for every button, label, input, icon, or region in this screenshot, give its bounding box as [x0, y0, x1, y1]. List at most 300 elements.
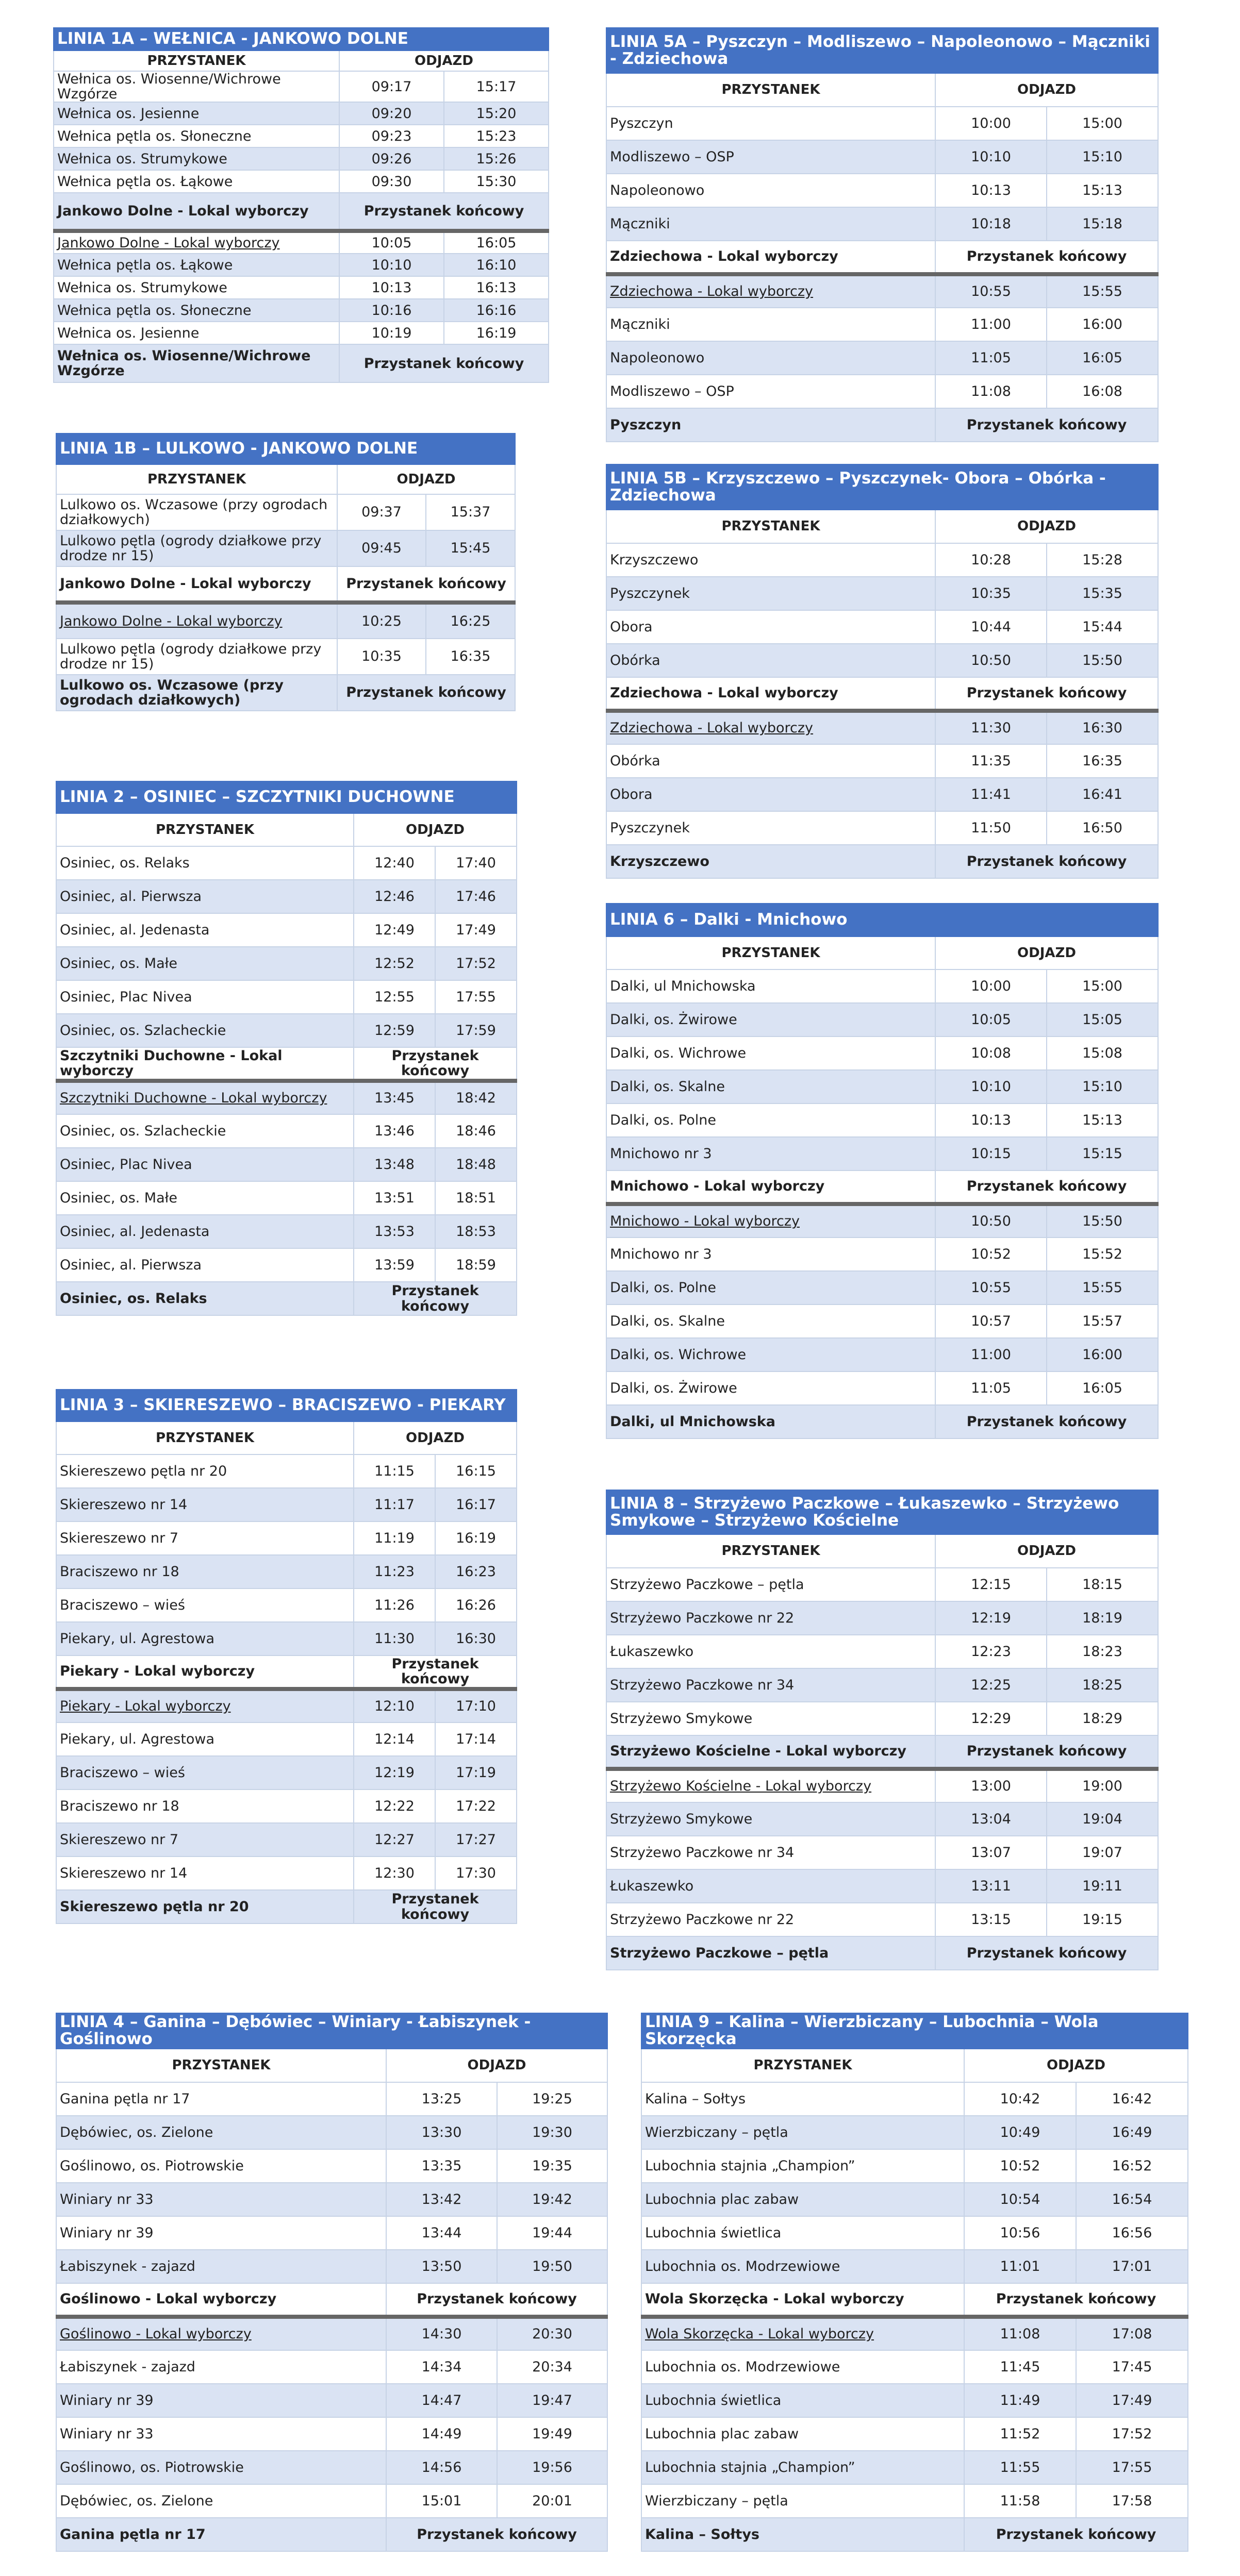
table-row [606, 1568, 1158, 1601]
departure-time: 12:46 [354, 880, 435, 913]
table-row [606, 1204, 1158, 1237]
departure-time: 12:23 [935, 1635, 1047, 1668]
departure-time: 16:05 [1047, 1371, 1158, 1405]
stop-column-header: PRZYSTANEK [56, 1421, 354, 1454]
stop-name: Ganina pętla nr 17 [56, 2082, 386, 2116]
stop-name: Wełnica pętla os. Słoneczne [54, 299, 339, 322]
departure-time: 10:05 [339, 231, 444, 254]
terminal-stop-label: Przystanek końcowy [935, 1170, 1158, 1204]
stop-name: Braciszewo nr 18 [56, 1555, 354, 1588]
terminal-stop-label: Przystanek końcowy [386, 2518, 607, 2551]
table-row [606, 1371, 1158, 1405]
stop-name: Wełnica pętla os. Łąkowe [54, 254, 339, 276]
stop-column-header: PRZYSTANEK [56, 2049, 386, 2082]
stop-name: Mnichowo nr 3 [606, 1237, 935, 1271]
stop-name: Krzyszczewo [606, 845, 935, 878]
departure-time: 10:49 [964, 2116, 1076, 2149]
departure-time: 18:51 [435, 1181, 517, 1215]
departure-time: 11:01 [964, 2250, 1076, 2283]
departure-time: 17:49 [435, 913, 517, 947]
terminal-stop-label: Przystanek końcowy [935, 241, 1158, 274]
terminal-row [606, 677, 1158, 711]
table-row [56, 880, 517, 913]
stop-name: Wełnica os. Strumykowe [54, 276, 339, 299]
table-row [606, 1103, 1158, 1137]
line-title: LINIA 4 – Ganina – Dębówiec – Winiary - Łabiszynek - Goślinowo [56, 2013, 607, 2049]
departure-time: 17:46 [435, 880, 517, 913]
table-row [606, 375, 1158, 408]
departure-time: 17:27 [435, 1823, 517, 1856]
stop-name: Osiniec, os. Szlacheckie [56, 1114, 354, 1148]
stop-name: Strzyżewo Kościelne - Lokal wyborczy [606, 1735, 935, 1769]
stop-name: Modliszewo – OSP [606, 375, 935, 408]
stop-name: Winiary nr 39 [56, 2384, 386, 2417]
departure-time: 16:41 [1047, 778, 1158, 811]
table-row [56, 2451, 607, 2484]
table-row [56, 2250, 607, 2283]
line-title: LINIA 3 – SKIERESZEWO – BRACISZEWO - PIEKARY [56, 1390, 517, 1421]
departure-time: 12:52 [354, 947, 435, 980]
table-row [56, 2417, 607, 2451]
departure-column-header: ODJAZD [935, 936, 1158, 969]
terminal-stop-label: Przystanek końcowy [964, 2283, 1188, 2317]
departure-time: 19:04 [1047, 1802, 1158, 1836]
table-row [56, 913, 517, 947]
departure-time: 13:51 [354, 1181, 435, 1215]
departure-time: 10:42 [964, 2082, 1076, 2116]
departure-time: 19:25 [497, 2082, 607, 2116]
line-title: LINIA 8 – Strzyżewo Paczkowe – Łukaszewko – Strzyżewo Smykowe – Strzyżewo Kościelne [606, 1490, 1158, 1534]
departure-time: 12:15 [935, 1568, 1047, 1601]
departure-time: 16:13 [444, 276, 549, 299]
table-row [641, 2250, 1188, 2283]
departure-time: 16:42 [1076, 2082, 1188, 2116]
departure-time: 12:22 [354, 1789, 435, 1823]
departure-time: 20:30 [497, 2317, 607, 2350]
departure-time: 17:01 [1076, 2250, 1188, 2283]
stop-name: Mączniki [606, 308, 935, 341]
table-row [606, 174, 1158, 207]
table-row [606, 744, 1158, 778]
stop-name: Strzyżewo Kościelne - Lokal wyborczy [606, 1769, 935, 1802]
line-title: LINIA 1A – WEŁNICA - JANKOWO DOLNE [54, 28, 549, 51]
departure-time: 12:19 [354, 1756, 435, 1789]
stop-name: Obórka [606, 644, 935, 677]
departure-time: 10:19 [339, 322, 444, 344]
departure-column-header: ODJAZD [964, 2049, 1188, 2082]
departure-time: 16:30 [1047, 711, 1158, 744]
departure-time: 10:15 [935, 1137, 1047, 1170]
stop-name: Goślinowo - Lokal wyborczy [56, 2317, 386, 2350]
stop-name: Strzyżewo Paczkowe nr 22 [606, 1903, 935, 1936]
stop-name: Dalki, os. Żwirowe [606, 1371, 935, 1405]
departure-time: 10:13 [935, 1103, 1047, 1137]
departure-time: 15:13 [1047, 1103, 1158, 1137]
departure-time: 11:15 [354, 1454, 435, 1488]
departure-time: 14:34 [386, 2350, 497, 2384]
departure-time: 16:35 [426, 639, 515, 675]
stop-name: Osiniec, Plac Nivea [56, 1148, 354, 1181]
stop-name: Dalki, os. Skalne [606, 1070, 935, 1103]
departure-time: 12:25 [935, 1668, 1047, 1702]
stop-column-header: PRZYSTANEK [606, 1534, 935, 1568]
departure-time: 16:19 [435, 1521, 517, 1555]
table-row [606, 577, 1158, 610]
stop-column-header: PRZYSTANEK [54, 51, 339, 71]
timetable-line-3 [56, 1389, 517, 1924]
departure-time: 18:59 [435, 1248, 517, 1282]
stop-name: Wełnica os. Wiosenne/Wichrowe Wzgórze [54, 344, 339, 382]
departure-time: 11:35 [935, 744, 1047, 778]
departure-time: 13:45 [354, 1081, 435, 1114]
departure-column-header: ODJAZD [339, 51, 549, 71]
stop-name: Obora [606, 778, 935, 811]
stop-name: Skiereszewo nr 14 [56, 1488, 354, 1521]
stop-name: Skiereszewo nr 7 [56, 1823, 354, 1856]
stop-name: Napoleonowo [606, 174, 935, 207]
departure-time: 15:00 [1047, 969, 1158, 1003]
stop-name: Dębówiec, os. Zielone [56, 2116, 386, 2149]
table-row [606, 543, 1158, 577]
stop-name: Jankowo Dolne - Lokal wyborczy [56, 603, 337, 639]
departure-time: 17:30 [435, 1856, 517, 1890]
departure-time: 12:49 [354, 913, 435, 947]
table-row [606, 207, 1158, 241]
table-row [56, 2317, 607, 2350]
stop-name: Krzyszczewo [606, 543, 935, 577]
departure-time: 09:45 [337, 530, 426, 566]
terminal-stop-label: Przystanek końcowy [354, 1890, 517, 1923]
stop-name: Lubochnia os. Modrzewiowe [641, 2350, 964, 2384]
departure-time: 09:20 [339, 102, 444, 125]
terminal-row [606, 408, 1158, 442]
stop-name: Dalki, os. Wichrowe [606, 1338, 935, 1371]
stop-name: Skiereszewo nr 7 [56, 1521, 354, 1555]
departure-time: 17:40 [435, 846, 517, 880]
stop-name: Goślinowo, os. Piotrowskie [56, 2149, 386, 2183]
departure-time: 17:19 [435, 1756, 517, 1789]
departure-time: 12:14 [354, 1722, 435, 1756]
table-row [56, 1181, 517, 1215]
line-title: LINIA 9 – Kalina – Wierzbiczany – Lubochnia – Wola Skorzęcka [641, 2013, 1188, 2049]
table-row [56, 2149, 607, 2183]
departure-time: 13:35 [386, 2149, 497, 2183]
departure-time: 15:35 [1047, 577, 1158, 610]
departure-time: 16:54 [1076, 2183, 1188, 2216]
departure-time: 12:27 [354, 1823, 435, 1856]
departure-time: 18:23 [1047, 1635, 1158, 1668]
stop-name: Zdziechowa - Lokal wyborczy [606, 677, 935, 711]
stop-name: Dalki, os. Polne [606, 1271, 935, 1304]
stop-name: Piekary - Lokal wyborczy [56, 1655, 354, 1689]
departure-time: 16:26 [435, 1588, 517, 1622]
stop-name: Osiniec, al. Pierwsza [56, 880, 354, 913]
departure-time: 19:49 [497, 2417, 607, 2451]
stop-name: Strzyżewo Paczkowe nr 34 [606, 1668, 935, 1702]
departure-time: 15:10 [1047, 1070, 1158, 1103]
departure-time: 16:35 [1047, 744, 1158, 778]
stop-name: Zdziechowa - Lokal wyborczy [606, 274, 935, 308]
table-row [56, 1488, 517, 1521]
stop-name: Wierzbiczany – pętla [641, 2116, 964, 2149]
table-row [606, 711, 1158, 744]
departure-time: 16:52 [1076, 2149, 1188, 2183]
table-row [606, 140, 1158, 174]
table-row [641, 2350, 1188, 2384]
departure-time: 11:30 [935, 711, 1047, 744]
stop-name: Dalki, ul Mnichowska [606, 969, 935, 1003]
departure-time: 17:22 [435, 1789, 517, 1823]
table-row [606, 341, 1158, 375]
departure-time: 16:50 [1047, 811, 1158, 845]
departure-time: 15:08 [1047, 1036, 1158, 1070]
departure-time: 19:11 [1047, 1869, 1158, 1903]
departure-time: 15:13 [1047, 174, 1158, 207]
stop-name: Łabiszynek - zajazd [56, 2250, 386, 2283]
stop-name: Mączniki [606, 207, 935, 241]
departure-time: 19:15 [1047, 1903, 1158, 1936]
departure-time: 10:10 [339, 254, 444, 276]
table-row [54, 125, 549, 147]
departure-time: 12:19 [935, 1601, 1047, 1635]
stop-name: Jankowo Dolne - Lokal wyborczy [56, 566, 337, 603]
stop-name: Dalki, os. Wichrowe [606, 1036, 935, 1070]
stop-name: Szczytniki Duchowne - Lokal wyborczy [56, 1047, 354, 1081]
stop-name: Pyszczyn [606, 408, 935, 442]
table-row [54, 276, 549, 299]
departure-time: 13:04 [935, 1802, 1047, 1836]
stop-column-header: PRZYSTANEK [606, 73, 935, 107]
stop-name: Strzyżewo Smykowe [606, 1702, 935, 1735]
departure-time: 16:15 [435, 1454, 517, 1488]
table-row [56, 980, 517, 1014]
stop-name: Wełnica pętla os. Słoneczne [54, 125, 339, 147]
terminal-stop-label: Przystanek końcowy [354, 1655, 517, 1689]
table-row [56, 947, 517, 980]
departure-time: 15:28 [1047, 543, 1158, 577]
terminal-row [56, 1047, 517, 1081]
departure-time: 15:50 [1047, 1204, 1158, 1237]
table-row [606, 1304, 1158, 1338]
stop-name: Pyszczynek [606, 811, 935, 845]
departure-time: 09:30 [339, 170, 444, 193]
timetable-line-6 [606, 903, 1159, 1439]
stop-name: Skiereszewo pętla nr 20 [56, 1890, 354, 1923]
departure-time: 12:40 [354, 846, 435, 880]
table-row [56, 1114, 517, 1148]
departure-time: 10:05 [935, 1003, 1047, 1036]
table-row [56, 1454, 517, 1488]
terminal-stop-label: Przystanek końcowy [935, 408, 1158, 442]
stop-column-header: PRZYSTANEK [606, 936, 935, 969]
stop-name: Osiniec, al. Jedenasta [56, 1215, 354, 1248]
departure-time: 15:44 [1047, 610, 1158, 644]
table-row [56, 1081, 517, 1114]
stop-name: Dalki, ul Mnichowska [606, 1405, 935, 1438]
table-row [56, 2082, 607, 2116]
table-row [641, 2183, 1188, 2216]
stop-name: Kalina – Sołtys [641, 2082, 964, 2116]
table-row [606, 1769, 1158, 1802]
departure-time: 12:30 [354, 1856, 435, 1890]
stop-column-header: PRZYSTANEK [56, 464, 337, 494]
stop-name: Łukaszewko [606, 1869, 935, 1903]
departure-time: 18:48 [435, 1148, 517, 1181]
timetable-line-4 [56, 2013, 608, 2552]
departure-time: 17:10 [435, 1689, 517, 1722]
departure-time: 10:00 [935, 107, 1047, 140]
table-row [56, 1622, 517, 1655]
stop-name: Dalki, os. Żwirowe [606, 1003, 935, 1036]
table-row [641, 2082, 1188, 2116]
departure-time: 18:19 [1047, 1601, 1158, 1635]
departure-time: 10:13 [935, 174, 1047, 207]
stop-name: Wełnica os. Jesienne [54, 102, 339, 125]
departure-time: 16:30 [435, 1622, 517, 1655]
table-row [56, 639, 515, 675]
terminal-stop-label: Przystanek końcowy [386, 2283, 607, 2317]
departure-time: 15:55 [1047, 1271, 1158, 1304]
table-row [56, 2350, 607, 2384]
departure-time: 12:55 [354, 980, 435, 1014]
stop-name: Lubochnia świetlica [641, 2384, 964, 2417]
stop-name: Skiereszewo pętla nr 20 [56, 1454, 354, 1488]
stop-name: Jankowo Dolne - Lokal wyborczy [54, 231, 339, 254]
table-row [54, 322, 549, 344]
stop-name: Szczytniki Duchowne - Lokal wyborczy [56, 1081, 354, 1114]
departure-time: 15:20 [444, 102, 549, 125]
terminal-row [56, 675, 515, 711]
stop-name: Lubochnia os. Modrzewiowe [641, 2250, 964, 2283]
table-row [606, 1271, 1158, 1304]
departure-time: 15:01 [386, 2484, 497, 2518]
departure-time: 10:55 [935, 1271, 1047, 1304]
terminal-row [606, 241, 1158, 274]
terminal-stop-label: Przystanek końcowy [935, 677, 1158, 711]
departure-time: 14:49 [386, 2417, 497, 2451]
departure-time: 17:58 [1076, 2484, 1188, 2518]
stop-name: Osiniec, al. Pierwsza [56, 1248, 354, 1282]
departure-time: 11:17 [354, 1488, 435, 1521]
stop-name: Strzyżewo Paczkowe nr 22 [606, 1601, 935, 1635]
table-row [56, 2216, 607, 2250]
departure-time: 16:25 [426, 603, 515, 639]
table-row [606, 274, 1158, 308]
departure-time: 17:52 [435, 947, 517, 980]
departure-time: 13:46 [354, 1114, 435, 1148]
departure-time: 15:05 [1047, 1003, 1158, 1036]
line-title: LINIA 6 – Dalki - Mnichowo [606, 904, 1158, 936]
table-row [56, 2116, 607, 2149]
terminal-row [56, 1655, 517, 1689]
departure-time: 10:35 [337, 639, 426, 675]
stop-name: Lulkowo os. Wczasowe (przy ogrodach działkowych) [56, 675, 337, 711]
departure-time: 10:18 [935, 207, 1047, 241]
departure-time: 19:00 [1047, 1769, 1158, 1802]
stop-name: Lubochnia stajnia „Champion” [641, 2451, 964, 2484]
departure-time: 16:16 [444, 299, 549, 322]
terminal-row [606, 1405, 1158, 1438]
terminal-row [606, 1170, 1158, 1204]
departure-time: 15:37 [426, 494, 515, 530]
departure-time: 11:00 [935, 308, 1047, 341]
departure-time: 10:57 [935, 1304, 1047, 1338]
terminal-row [641, 2518, 1188, 2551]
departure-time: 12:59 [354, 1014, 435, 1047]
table-row [56, 1689, 517, 1722]
departure-time: 19:50 [497, 2250, 607, 2283]
stop-name: Kalina – Sołtys [641, 2518, 964, 2551]
stop-name: Wola Skorzęcka - Lokal wyborczy [641, 2283, 964, 2317]
stop-name: Dalki, os. Skalne [606, 1304, 935, 1338]
departure-time: 11:50 [935, 811, 1047, 845]
departure-time: 18:46 [435, 1114, 517, 1148]
departure-time: 11:00 [935, 1338, 1047, 1371]
timetable-line-5a [606, 27, 1159, 442]
table-row [641, 2149, 1188, 2183]
departure-time: 13:25 [386, 2082, 497, 2116]
departure-time: 15:55 [1047, 274, 1158, 308]
stop-name: Wełnica pętla os. Łąkowe [54, 170, 339, 193]
table-row [56, 2183, 607, 2216]
departure-time: 19:30 [497, 2116, 607, 2149]
table-row [606, 1702, 1158, 1735]
departure-time: 13:44 [386, 2216, 497, 2250]
departure-column-header: ODJAZD [386, 2049, 607, 2082]
stop-name: Lulkowo pętla (ogrody działkowe przy drodze nr 15) [56, 530, 337, 566]
departure-time: 11:58 [964, 2484, 1076, 2518]
departure-column-header: ODJAZD [354, 813, 517, 846]
terminal-stop-label: Przystanek końcowy [337, 675, 515, 711]
table-row [56, 1588, 517, 1622]
departure-time: 13:42 [386, 2183, 497, 2216]
stop-name: Dalki, os. Polne [606, 1103, 935, 1137]
stop-name: Strzyżewo Smykowe [606, 1802, 935, 1836]
departure-time: 10:28 [935, 543, 1047, 577]
table-row [54, 102, 549, 125]
table-row [54, 299, 549, 322]
stop-name: Mnichowo - Lokal wyborczy [606, 1204, 935, 1237]
departure-time: 19:42 [497, 2183, 607, 2216]
stop-name: Napoleonowo [606, 341, 935, 375]
stop-name: Jankowo Dolne - Lokal wyborczy [54, 193, 339, 231]
table-row [641, 2384, 1188, 2417]
table-row [56, 1756, 517, 1789]
table-row [606, 1802, 1158, 1836]
departure-time: 16:08 [1047, 375, 1158, 408]
terminal-row [606, 1735, 1158, 1769]
terminal-stop-label: Przystanek końcowy [964, 2518, 1188, 2551]
stop-name: Lubochnia plac zabaw [641, 2183, 964, 2216]
stop-name: Braciszewo – wieś [56, 1756, 354, 1789]
departure-column-header: ODJAZD [935, 510, 1158, 543]
departure-time: 18:25 [1047, 1668, 1158, 1702]
table-row [56, 1856, 517, 1890]
departure-time: 15:30 [444, 170, 549, 193]
stop-name: Strzyżewo Paczkowe nr 34 [606, 1836, 935, 1869]
departure-time: 16:00 [1047, 1338, 1158, 1371]
terminal-stop-label: Przystanek końcowy [339, 193, 549, 231]
timetable-line-9 [641, 2013, 1188, 2552]
stop-name: Skiereszewo nr 14 [56, 1856, 354, 1890]
departure-time: 10:25 [337, 603, 426, 639]
terminal-stop-label: Przystanek końcowy [935, 1405, 1158, 1438]
stop-name: Osiniec, os. Szlacheckie [56, 1014, 354, 1047]
departure-time: 15:17 [444, 71, 549, 102]
table-row [641, 2484, 1188, 2518]
terminal-row [54, 193, 549, 231]
stop-name: Lulkowo pętla (ogrody działkowe przy drodze nr 15) [56, 639, 337, 675]
